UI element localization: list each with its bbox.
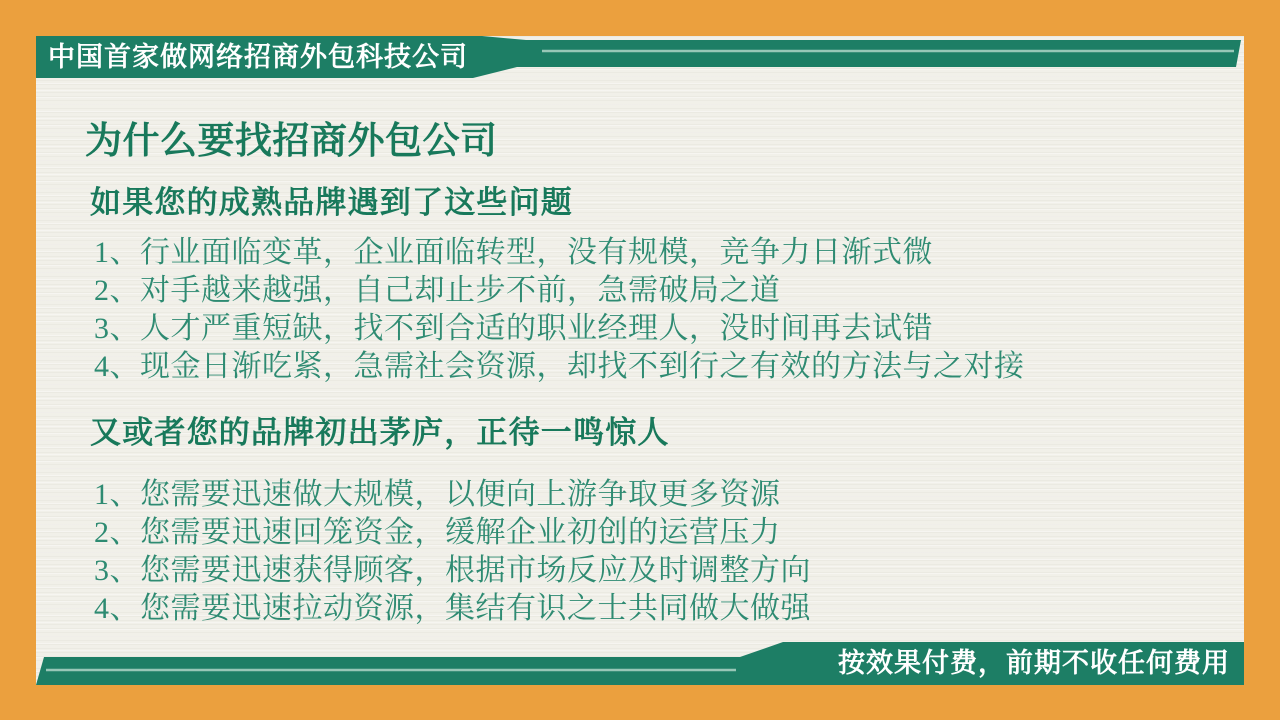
slide-canvas (36, 36, 1244, 685)
list-item: 3、您需要迅速获得顾客，根据市场反应及时调整方向 (94, 554, 811, 587)
section2-list (94, 476, 811, 628)
list-item: 3、人才严重短缺，找不到合适的职业经理人，没时间再去试错 (94, 312, 933, 345)
section1-heading: 如果您的成熟品牌遇到了这些问题 (90, 185, 573, 220)
list-item: 1、行业面临变革，企业面临转型，没有规模，竞争力日渐式微 (94, 236, 933, 269)
list-item: 1、您需要迅速做大规模，以便向上游争取更多资源 (94, 478, 781, 511)
footer-slogan: 按效果付费，前期不收任何费用 (838, 648, 1230, 678)
list-item: 2、对手越来越强，自己却止步不前，急需破局之道 (94, 274, 781, 307)
section1-list (94, 234, 1025, 386)
company-name: 中国首家做网络招商外包科技公司 (48, 42, 468, 72)
page-title: 为什么要找招商外包公司 (85, 120, 498, 161)
list-item: 4、现金日渐吃紧，急需社会资源，却找不到行之有效的方法与之对接 (94, 350, 1025, 383)
list-item: 4、您需要迅速拉动资源，集结有识之士共同做大做强 (94, 592, 811, 625)
section2-heading: 又或者您的品牌初出茅庐，正待一鸣惊人 (90, 415, 670, 450)
list-item: 2、您需要迅速回笼资金，缓解企业初创的运营压力 (94, 516, 781, 549)
